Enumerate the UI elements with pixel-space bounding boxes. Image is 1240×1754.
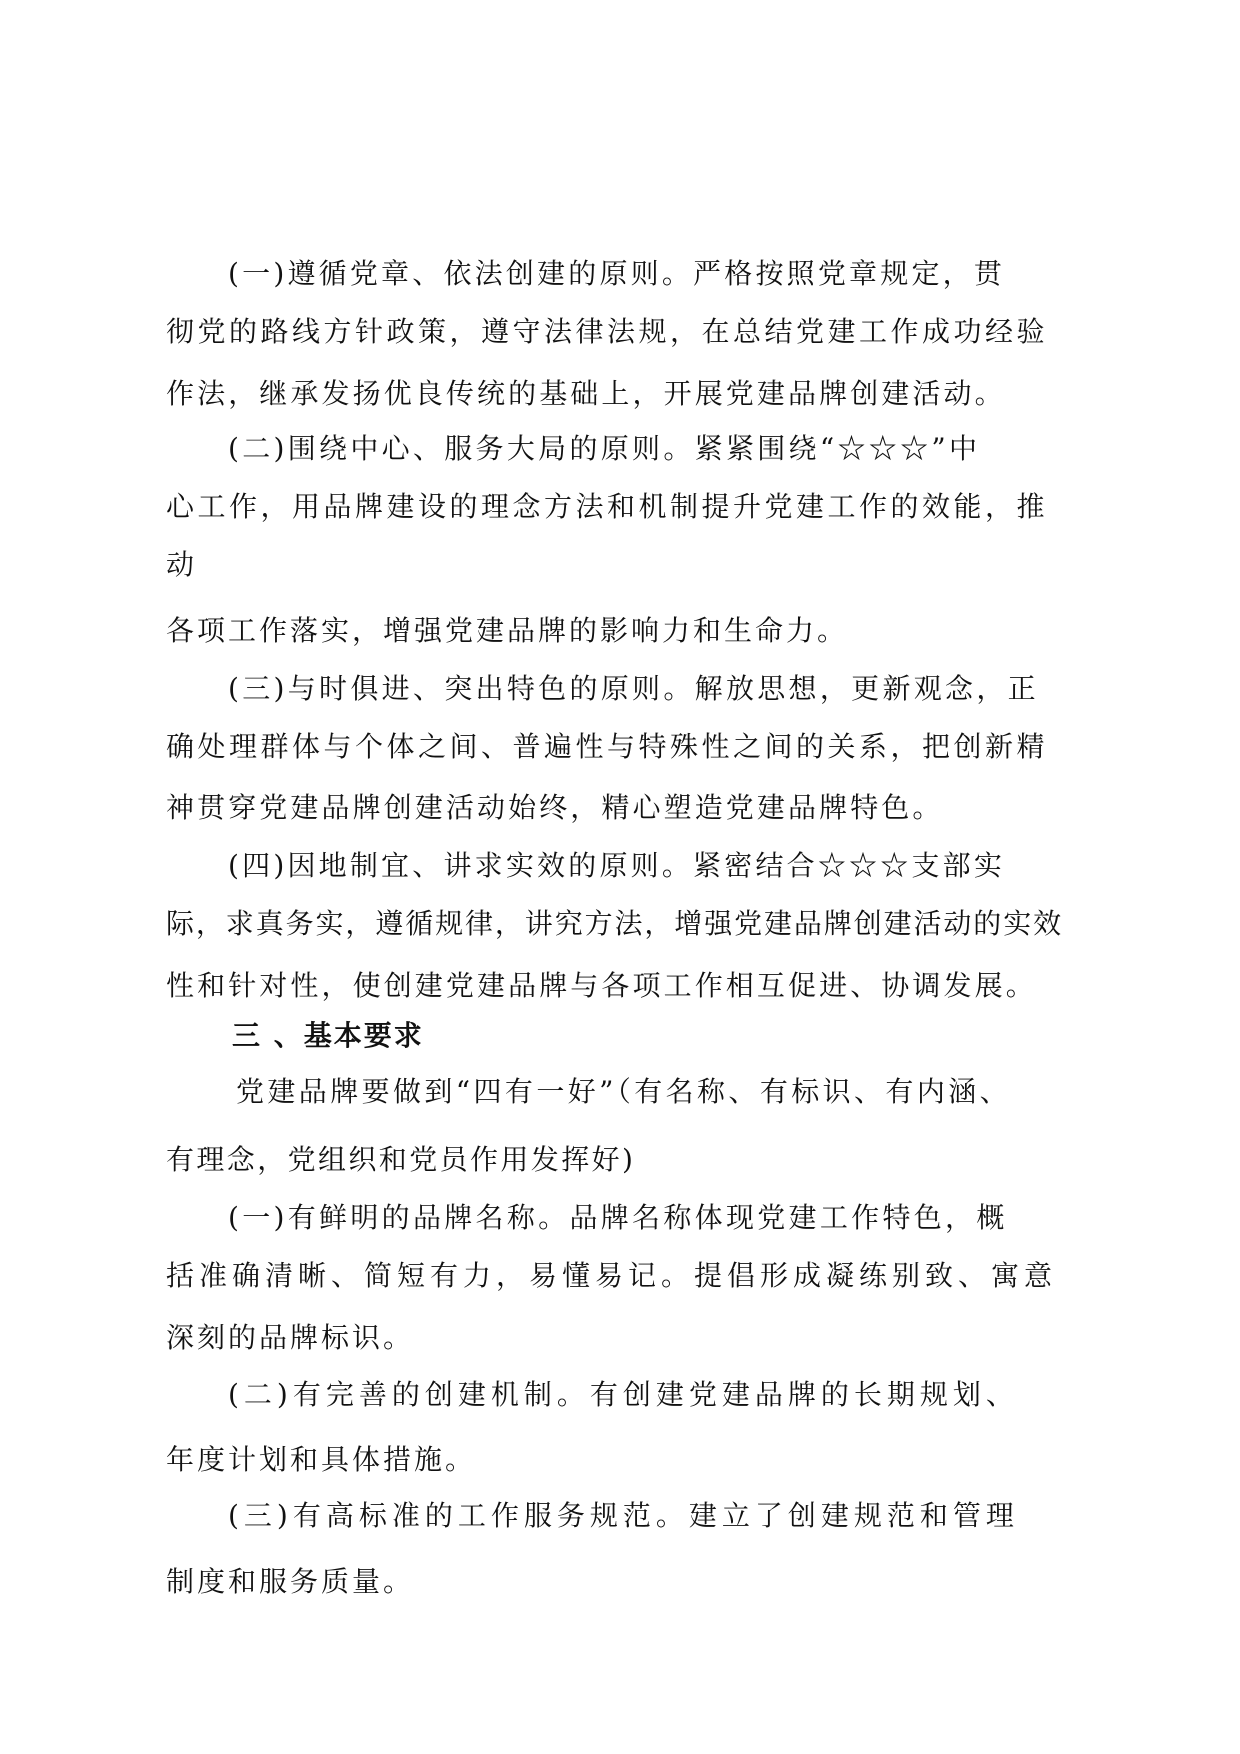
text-line: 际，求真务实，遵循规律，讲究方法，增强党建品牌创建活动的实效	[166, 907, 1064, 940]
text-line: 有理念，党组织和党员作用发挥好)	[166, 1143, 636, 1176]
text-line: 党建品牌要做到“四有一好”（有名称、有标识、有内涵、	[236, 1075, 1012, 1108]
text-line: (一)有鲜明的品牌名称。品牌名称体现党建工作特色，概	[228, 1201, 1008, 1234]
section-heading: 三 、基本要求	[232, 1019, 424, 1052]
text-line: 作法，继承发扬优良传统的基础上，开展党建品牌创建活动。	[166, 377, 1006, 410]
text-line: 动	[166, 548, 198, 581]
text-line: (三)有高标准的工作服务规范。建立了创建规范和管理	[228, 1499, 1019, 1532]
text-line: 性和针对性，使创建党建品牌与各项工作相互促进、协调发展。	[166, 969, 1037, 1002]
text-line: 深刻的品牌标识。	[166, 1321, 415, 1354]
text-line: 年度计划和具体措施。	[166, 1443, 477, 1476]
text-line: (二)有完善的创建机制。有创建党建品牌的长期规划、	[228, 1378, 1019, 1411]
text-line: 括准确清晰、简短有力，易懂易记。提倡形成凝练别致、寓意	[166, 1259, 1058, 1292]
text-line: (四)因地制宜、讲求实效的原则。紧密结合☆☆☆支部实	[228, 849, 1006, 882]
text-line: 心工作，用品牌建设的理念方法和机制提升党建工作的效能，推	[166, 490, 1049, 523]
text-line: 各项工作落实，增强党建品牌的影响力和生命力。	[166, 614, 849, 647]
text-line: (三)与时俱进、突出特色的原则。解放思想，更新观念，正	[228, 672, 1039, 705]
text-line: 制度和服务质量。	[166, 1565, 415, 1598]
text-line: 彻党的路线方针政策，遵守法律法规，在总结党建工作成功经验	[166, 315, 1049, 348]
paragraph-text: (二)围绕中心、服务大局的原则。紧紧围绕“☆☆☆”中	[228, 432, 981, 465]
text-line	[228, 429, 980, 469]
text-line: 确处理群体与个体之间、普遍性与特殊性之间的关系，把创新精	[166, 730, 1049, 763]
text-line: 神贯穿党建品牌创建活动始终，精心塑造党建品牌特色。	[166, 791, 944, 824]
text-line: (一)遵循党章、依法创建的原则。严格按照党章规定，贯	[228, 257, 1006, 290]
